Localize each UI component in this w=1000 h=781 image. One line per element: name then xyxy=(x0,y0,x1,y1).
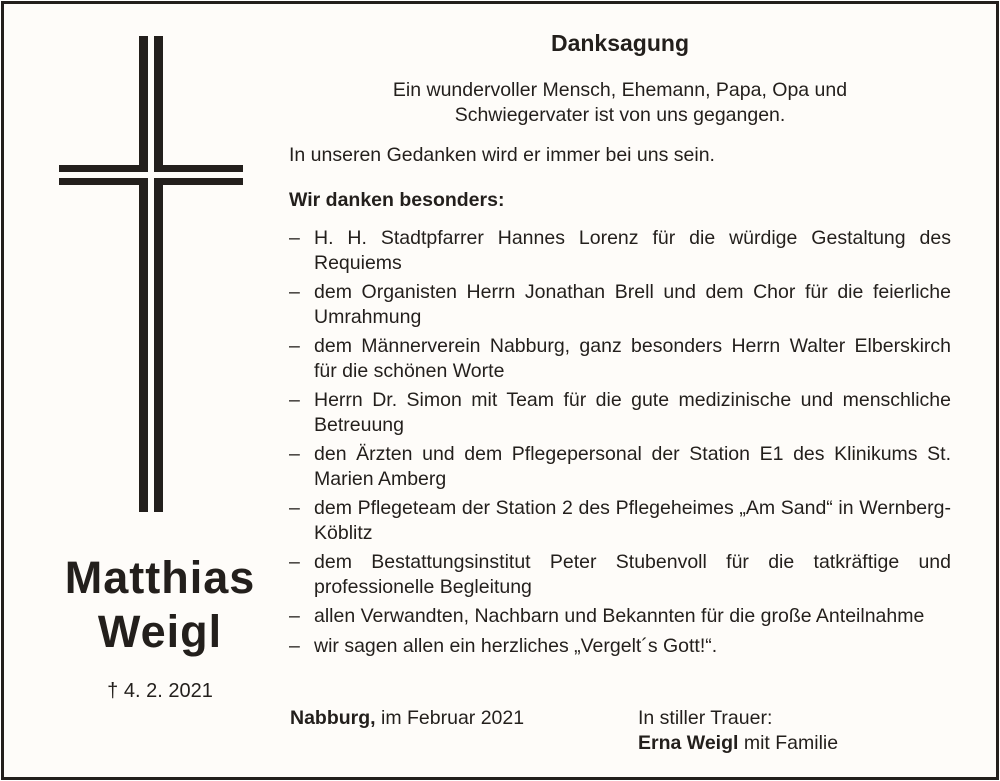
deceased-last-name: Weigl xyxy=(97,606,223,657)
notice-body xyxy=(289,28,951,663)
bullet-dash: – xyxy=(289,605,300,627)
cross-icon xyxy=(59,36,243,512)
mourning-label: In stiller Trauer: xyxy=(638,707,773,729)
thanks-title: Wir danken besonders: xyxy=(289,188,505,211)
intro-line: Schwiegervater ist von uns gegangen. xyxy=(454,103,786,126)
bullet-dash: – xyxy=(289,389,300,411)
intro-line: Ein wundervoller Mensch, Ehemann, Papa, Opa und xyxy=(392,79,848,101)
intro-text xyxy=(289,78,951,127)
list-item xyxy=(289,280,951,329)
deceased-first-name: Matthias xyxy=(64,552,256,603)
death-date: † 4. 2. 2021 xyxy=(107,680,213,702)
list-item xyxy=(289,334,951,383)
thanks-item-text: allen Verwandten, Nachbarn und Bekannten für die große Anteilnahme xyxy=(314,605,925,627)
list-item xyxy=(289,442,951,491)
bullet-dash: – xyxy=(289,335,300,357)
mourners xyxy=(638,706,838,755)
bullet-dash: – xyxy=(289,281,300,303)
thanks-item-text: dem Pflegeteam der Station 2 des Pflegeheimes „Am Sand“ in Wernberg-Köblitz xyxy=(314,497,951,544)
list-item xyxy=(289,388,951,437)
thanks-item-text: dem Bestattungsinstitut Peter Stubenvoll für die tatkräftige und professionelle Begleitung xyxy=(314,551,951,598)
mourners-line xyxy=(638,731,838,756)
bullet-dash: – xyxy=(289,497,300,519)
date: im Februar 2021 xyxy=(375,707,525,729)
notice-heading: Danksagung xyxy=(550,30,690,56)
thanks-list xyxy=(289,226,951,658)
family-suffix: mit Familie xyxy=(738,731,839,754)
place: Nabburg, xyxy=(290,707,376,729)
thanks-item-text: den Ärzten und dem Pflegepersonal der Station E1 des Klinikums St. Marien Amberg xyxy=(314,443,951,490)
list-item xyxy=(289,634,951,659)
bullet-dash: – xyxy=(289,551,300,573)
widow-name: Erna Weigl xyxy=(638,731,739,754)
thanks-item-text: wir sagen allen ein herzliches „Vergelt´s Gott!“. xyxy=(314,634,718,657)
bullet-dash: – xyxy=(289,227,300,249)
thanks-item-text: dem Organisten Herrn Jonathan Brell und dem Chor für die feierliche Umrahmung xyxy=(314,281,951,328)
list-item xyxy=(289,604,951,629)
thanks-item-text: dem Männerverein Nabburg, ganz besonders Herrn Walter Elberskirch für die schönen Worte xyxy=(314,335,951,382)
bullet-dash: – xyxy=(289,634,300,657)
list-item xyxy=(289,496,951,545)
place-date xyxy=(290,706,524,731)
memory-line: In unseren Gedanken wird er immer bei uns sein. xyxy=(289,144,715,166)
thanks-item-text: H. H. Stadtpfarrer Hannes Lorenz für die würdige Gestaltung des Requiems xyxy=(314,227,951,274)
list-item xyxy=(289,550,951,599)
thanks-item-text: Herrn Dr. Simon mit Team für die gute medizinische und menschliche Betreuung xyxy=(314,389,951,436)
bullet-dash: – xyxy=(289,443,300,465)
list-item xyxy=(289,226,951,275)
